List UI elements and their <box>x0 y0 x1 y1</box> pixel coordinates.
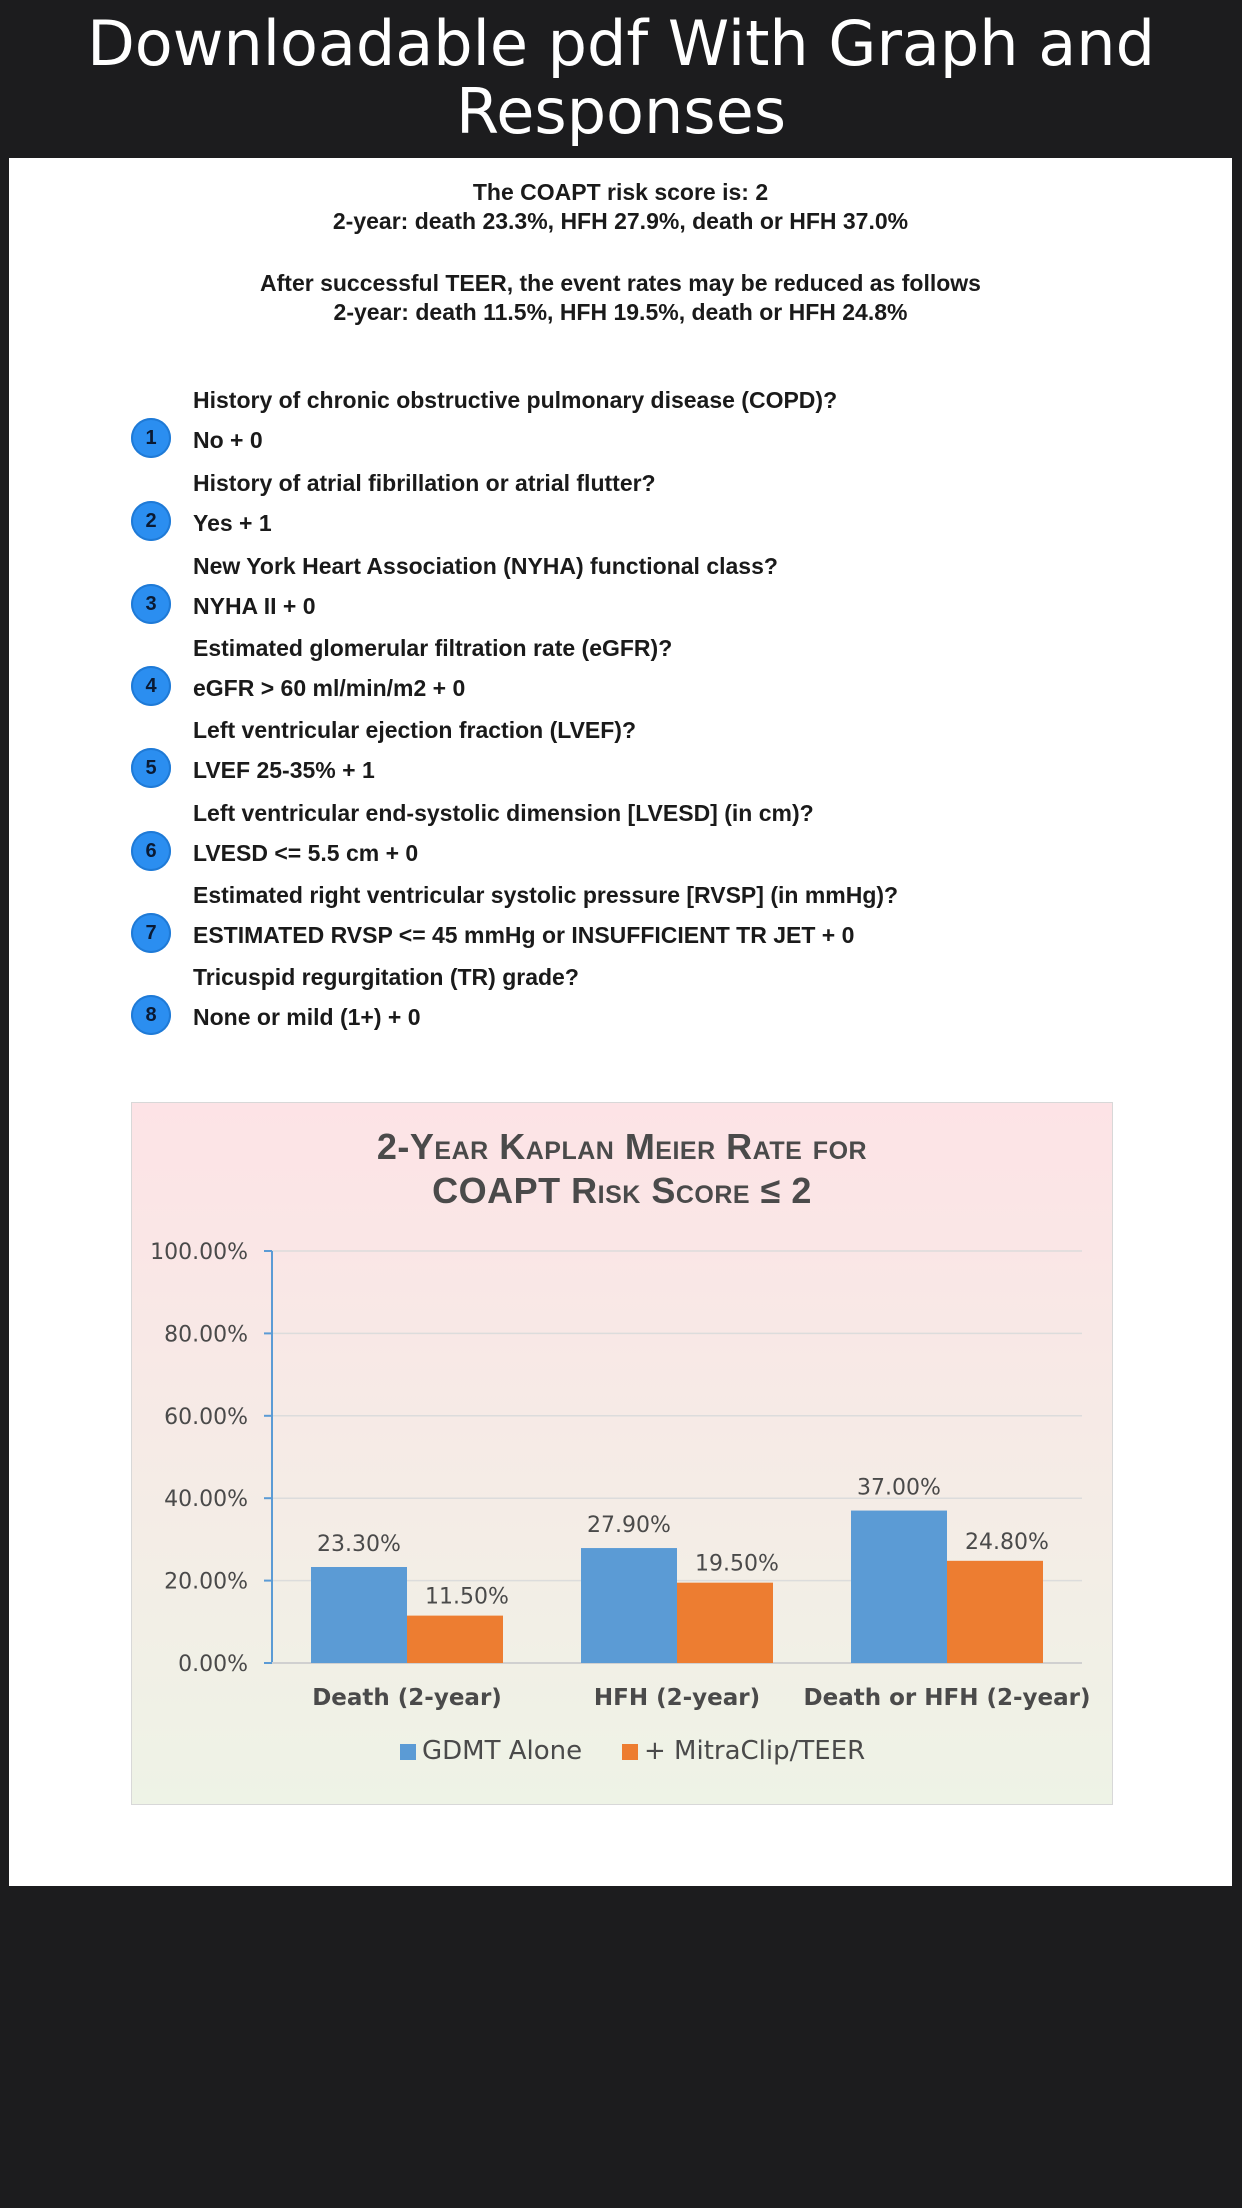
data-label: 19.50% <box>695 1551 779 1577</box>
kaplan-meier-chart <box>131 1102 1113 1805</box>
question-text: Tricuspid regurgitation (TR) grade? <box>193 964 579 990</box>
x-tick-label: Death (2-year) <box>312 1685 502 1711</box>
y-tick-label: 100.00% <box>150 1240 248 1265</box>
y-tick-label: 60.00% <box>164 1404 248 1430</box>
question-item <box>9 386 1232 466</box>
y-tick-label: 40.00% <box>164 1487 248 1513</box>
legend-swatch <box>622 1744 638 1760</box>
question-item <box>9 963 1232 1043</box>
y-tick-label: 20.00% <box>164 1569 248 1595</box>
question-item <box>9 552 1232 632</box>
question-answer: NYHA II + 0 <box>193 593 316 619</box>
question-answer: None or mild (1+) + 0 <box>193 1004 421 1030</box>
chart-title-line2: COAPT Risk Score ≤ 2 <box>432 1170 812 1211</box>
chart-title-line1: 2-Year Kaplan Meier Rate for <box>376 1126 868 1167</box>
question-answer: ESTIMATED RVSP <= 45 mmHg or INSUFFICIENT TR JET + 0 <box>193 922 855 948</box>
question-item <box>9 799 1232 879</box>
question-text: History of chronic obstructive pulmonary disease (COPD)? <box>193 387 838 413</box>
bar-teer <box>407 1616 503 1663</box>
legend-label: GDMT Alone <box>422 1736 583 1766</box>
bar-gdmt <box>581 1548 677 1663</box>
data-label: 37.00% <box>857 1475 941 1501</box>
x-tick-label: HFH (2-year) <box>593 1685 761 1711</box>
bar-chart-canvas <box>132 1103 1112 1804</box>
question-number-badge: 4 <box>131 666 171 706</box>
data-label: 24.80% <box>965 1529 1049 1555</box>
x-tick-label: Death or HFH (2-year) <box>803 1685 1091 1711</box>
question-number-badge: 7 <box>131 913 171 953</box>
bar-teer <box>947 1561 1043 1663</box>
question-text: New York Heart Association (NYHA) functional class? <box>193 553 778 579</box>
question-number-badge: 3 <box>131 584 171 624</box>
bar-teer <box>677 1583 773 1663</box>
legend-label: + MitraClip/TEER <box>644 1736 866 1766</box>
data-label: 11.50% <box>425 1584 509 1610</box>
question-answer: LVESD <= 5.5 cm + 0 <box>193 840 419 866</box>
score-line: The COAPT risk score is: 2 <box>472 179 769 205</box>
question-text: Left ventricular end-systolic dimension [LVESD] (in cm)? <box>193 800 814 826</box>
question-text: Estimated right ventricular systolic pressure [RVSP] (in mmHg)? <box>193 882 899 908</box>
data-label: 27.90% <box>587 1513 671 1539</box>
question-answer: Yes + 1 <box>193 510 272 536</box>
question-item <box>9 716 1232 796</box>
banner <box>0 0 1242 156</box>
data-label: 23.30% <box>317 1532 401 1558</box>
bar-gdmt <box>311 1567 407 1663</box>
question-number-badge: 2 <box>131 501 171 541</box>
question-text: History of atrial fibrillation or atrial flutter? <box>193 470 656 496</box>
question-number-badge: 1 <box>131 418 171 458</box>
question-answer: No + 0 <box>193 427 263 453</box>
legend-swatch <box>400 1744 416 1760</box>
pdf-page <box>9 158 1232 1886</box>
y-tick-label: 80.00% <box>164 1322 248 1348</box>
teer-intro: After successful TEER, the event rates may be reduced as follows <box>260 270 981 296</box>
question-number-badge: 5 <box>131 748 171 788</box>
question-item <box>9 634 1232 714</box>
question-answer: LVEF 25-35% + 1 <box>193 757 375 783</box>
teer-summary <box>9 269 1232 327</box>
question-number-badge: 8 <box>131 995 171 1035</box>
question-text: Left ventricular ejection fraction (LVEF)? <box>193 717 637 743</box>
empty-background <box>0 1886 1242 2208</box>
teer-rates: 2-year: death 11.5%, HFH 19.5%, death or HFH 24.8% <box>333 299 908 325</box>
question-text: Estimated glomerular filtration rate (eGFR)? <box>193 635 673 661</box>
banner-title: Downloadable pdf With Graph and Responses <box>87 7 1155 148</box>
bar-gdmt <box>851 1511 947 1663</box>
question-item <box>9 881 1232 961</box>
question-item <box>9 469 1232 549</box>
y-tick-label: 0.00% <box>178 1652 248 1677</box>
question-answer: eGFR > 60 ml/min/m2 + 0 <box>193 675 466 701</box>
baseline-rates: 2-year: death 23.3%, HFH 27.9%, death or HFH 37.0% <box>332 208 909 234</box>
score-summary <box>9 178 1232 236</box>
question-number-badge: 6 <box>131 831 171 871</box>
